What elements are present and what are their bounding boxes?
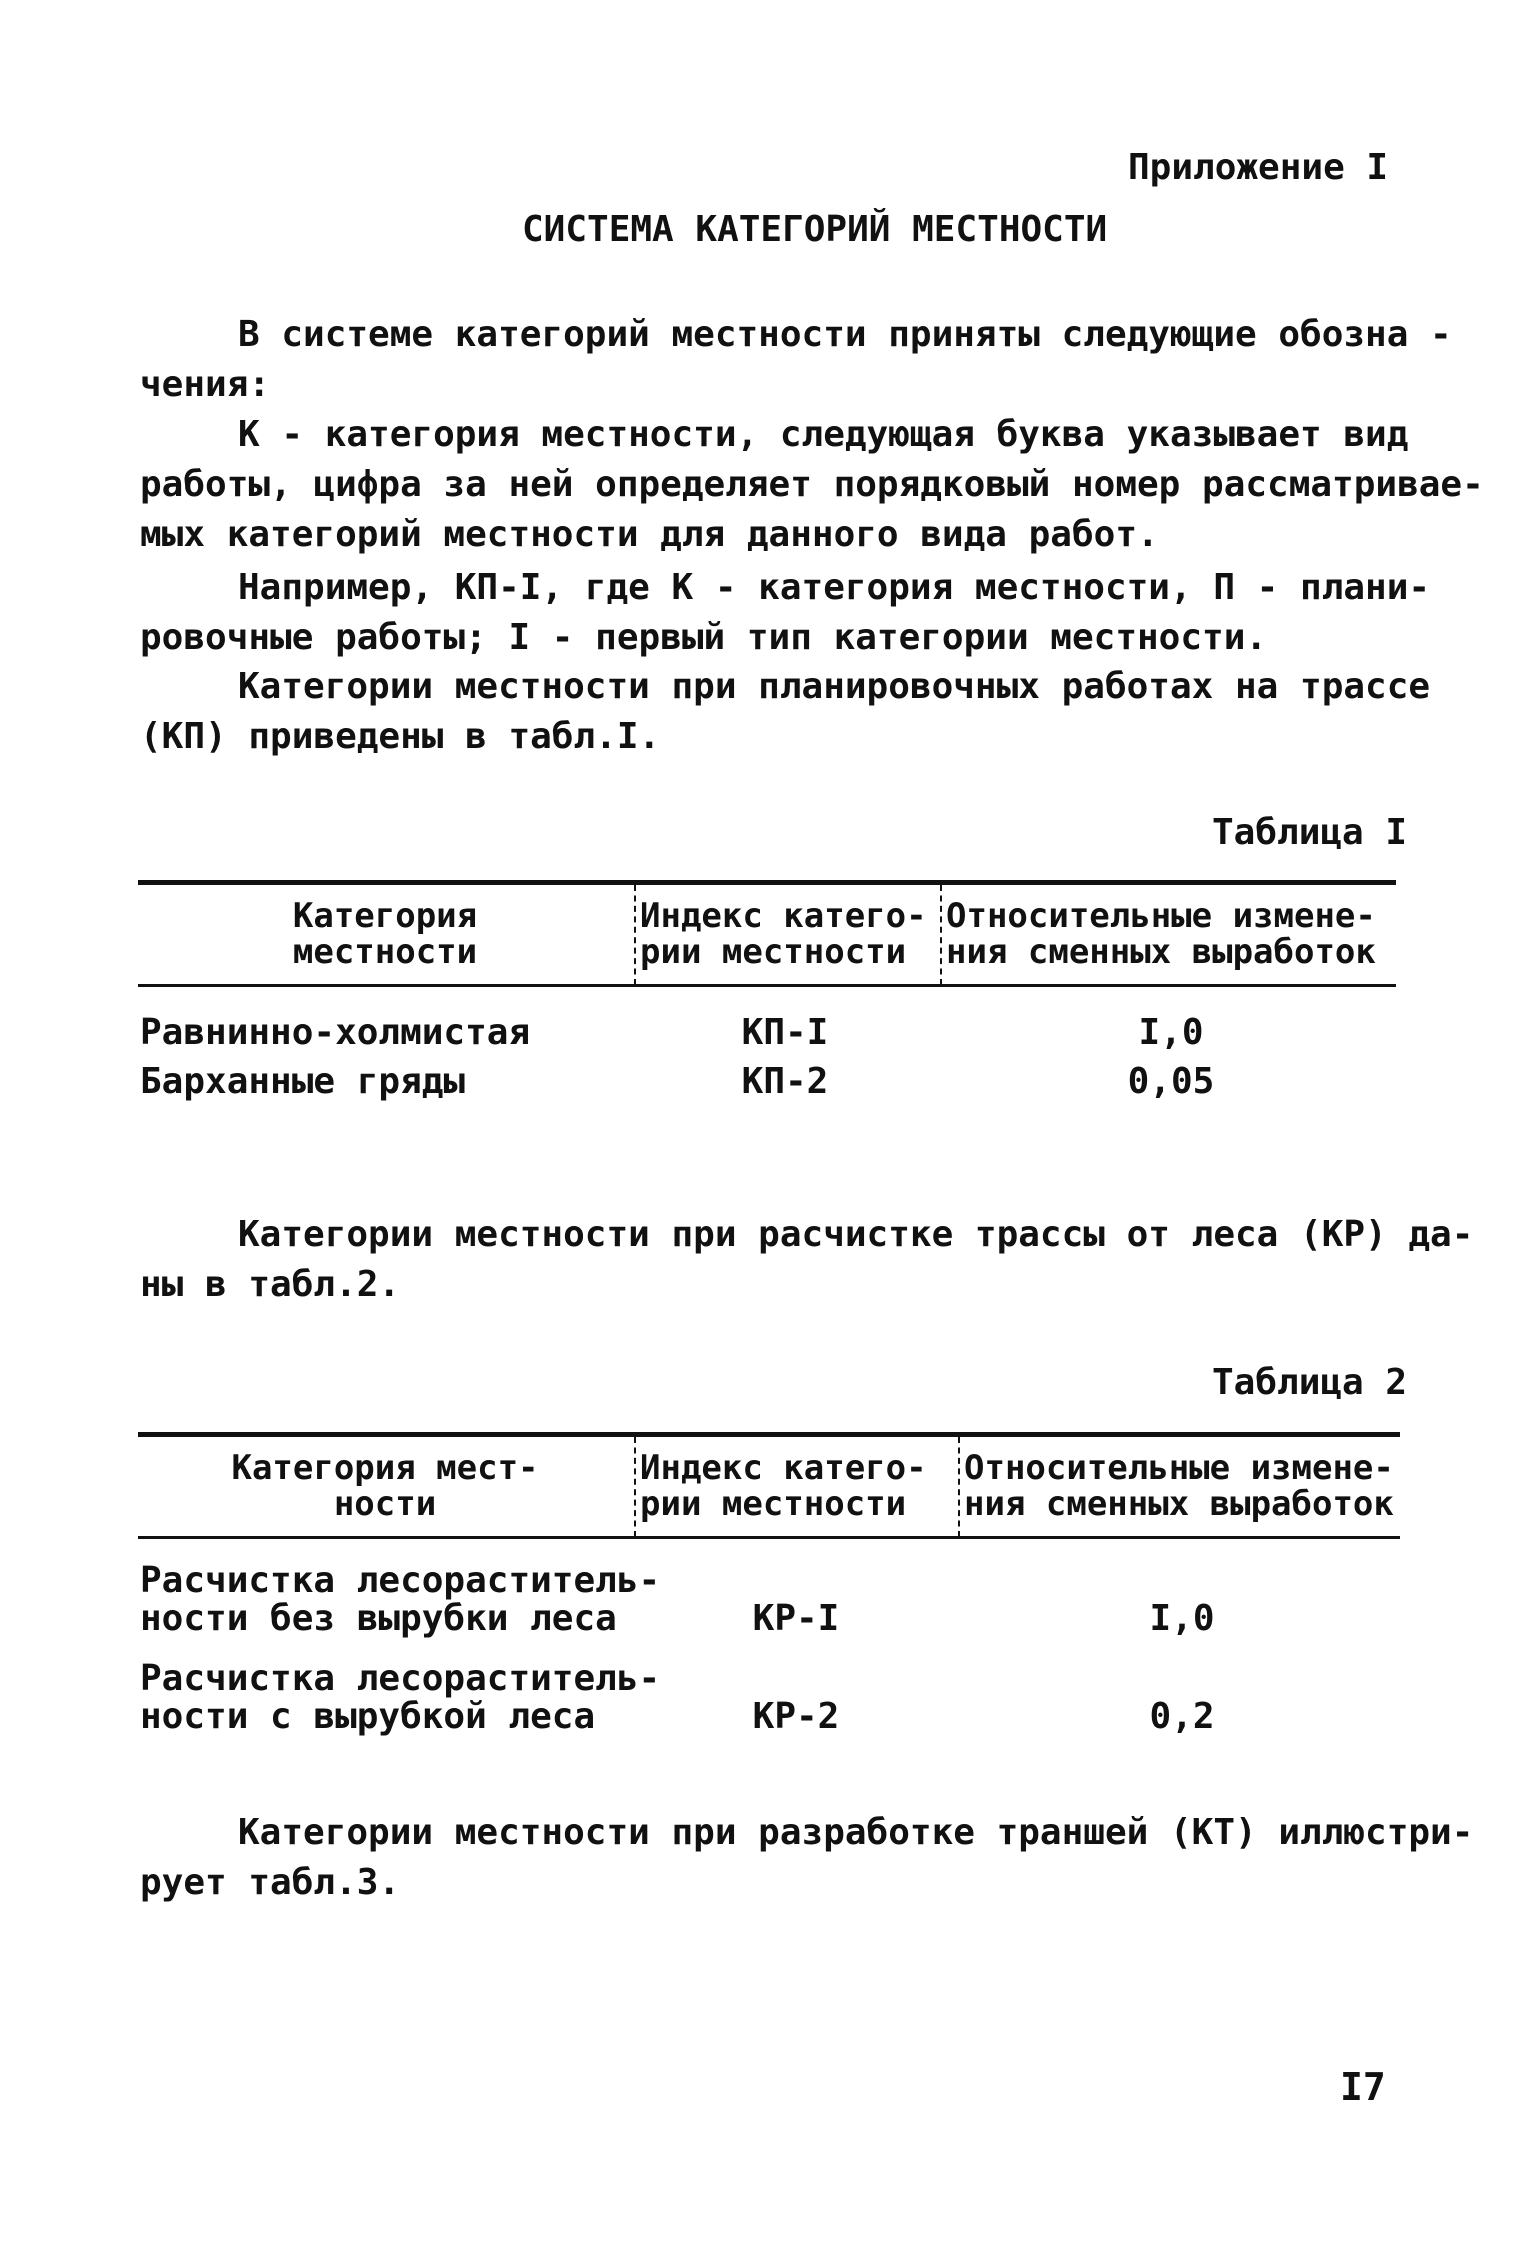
header-text: Относительные измене- — [964, 1448, 1394, 1488]
page-title: СИСТЕМА КАТЕГОРИЙ МЕСТНОСТИ — [522, 209, 1108, 250]
table-cell: КП-2 — [741, 1061, 829, 1102]
paragraph-line: К - категория местности, следующая буква указывает вид — [238, 414, 1409, 455]
paragraph-line: чения: — [140, 364, 271, 405]
header-text: Категория — [292, 896, 478, 936]
header-text: рии местности — [640, 932, 907, 972]
table2-header-index — [640, 1450, 952, 1522]
cell-text: Расчистка лесораститель- — [140, 1560, 661, 1601]
paragraph-line: рует табл.3. — [140, 1862, 401, 1903]
paragraph-line: (КП) приведены в табл.I. — [140, 716, 661, 757]
table1-caption: Таблица I — [1212, 812, 1408, 853]
table-cell: Барханные гряды — [140, 1061, 466, 1102]
table2-header-rule — [138, 1536, 1400, 1539]
table1-header-index — [640, 898, 936, 970]
table-cell — [140, 1660, 660, 1736]
table-cell: КП-I — [741, 1012, 829, 1053]
paragraph-line: Категории местности при разработке траншей (КТ) иллюстри- — [238, 1812, 1474, 1853]
table-cell: I,0 — [1138, 1012, 1204, 1053]
paragraph-line: Например, КП-I, где К - категория местности, П - плани- — [238, 567, 1431, 608]
cell-text: ности с вырубкой леса — [140, 1696, 596, 1737]
table1-col-divider — [940, 885, 942, 985]
table-cell — [140, 1562, 660, 1638]
paragraph-line: Категории местности при планировочных работах на трассе — [238, 666, 1431, 707]
header-text: ния сменных выработок — [946, 932, 1376, 972]
header-text: ности — [333, 1484, 437, 1524]
paragraph-line: мых категорий местности для данного вида работ. — [140, 514, 1159, 555]
paragraph-line: В системе категорий местности приняты следующие обозна - — [238, 314, 1452, 355]
table-cell: Равнинно-холмистая — [140, 1012, 531, 1053]
table1-top-rule — [138, 880, 1396, 885]
paragraph-line: работы, цифра за ней определяет порядковый номер рассматривае- — [140, 464, 1484, 505]
cell-text: Расчистка лесораститель- — [140, 1658, 661, 1699]
table2-header-category — [140, 1450, 630, 1522]
header-text: Категория мест- — [231, 1448, 539, 1488]
paragraph-line: ровочные работы; I - первый тип категории местности. — [140, 617, 1268, 658]
table2-caption: Таблица 2 — [1212, 1362, 1408, 1403]
header-text: рии местности — [640, 1484, 907, 1524]
table-cell: 0,05 — [1127, 1061, 1215, 1102]
header-text: Относительные измене- — [946, 896, 1376, 936]
header-text: местности — [292, 932, 478, 972]
table1-header-ratio — [946, 898, 1396, 970]
header-text: Индекс катего- — [640, 896, 927, 936]
table2-top-rule — [138, 1432, 1400, 1437]
paragraph-line: ны в табл.2. — [140, 1264, 401, 1305]
header-text: ния сменных выработок — [964, 1484, 1394, 1524]
table1-header-category — [140, 898, 630, 970]
appendix-label: Приложение I — [1128, 147, 1389, 188]
table2-col-divider — [634, 1437, 636, 1537]
table-cell: КР-I — [752, 1598, 840, 1639]
header-text: Индекс катего- — [640, 1448, 927, 1488]
table1-col-divider — [634, 885, 636, 985]
table2-header-ratio — [964, 1450, 1400, 1522]
cell-text: ности без вырубки леса — [140, 1598, 617, 1639]
page-number: I7 — [1340, 2065, 1386, 2109]
paragraph-line: Категории местности при расчистке трассы от леса (КР) да- — [238, 1214, 1474, 1255]
table-cell: КР-2 — [752, 1696, 840, 1737]
table-cell: 0,2 — [1149, 1696, 1215, 1737]
table1-header-rule — [138, 984, 1396, 987]
table2-col-divider — [958, 1437, 960, 1537]
table-cell: I,0 — [1149, 1598, 1215, 1639]
